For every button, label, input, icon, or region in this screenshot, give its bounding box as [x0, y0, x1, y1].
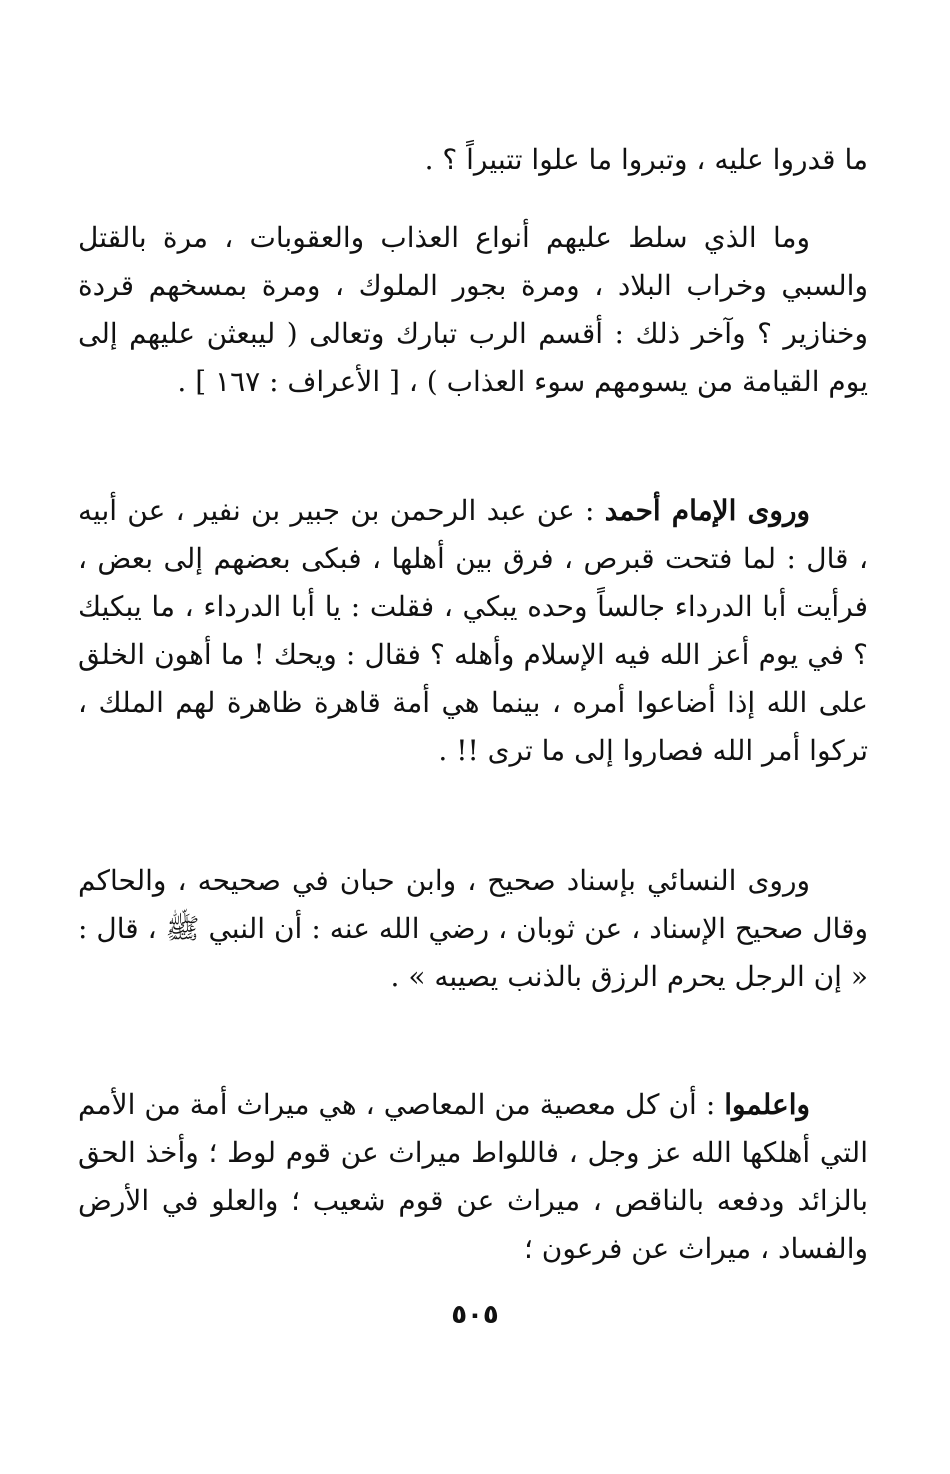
paragraph-punishments: [78, 214, 868, 406]
paragraph-lead: وروى الإمام أحمد: [604, 494, 810, 527]
paragraph-lead: واعلموا: [724, 1088, 810, 1121]
paragraph-nasai: [78, 857, 868, 1001]
paragraph-text: : عن عبد الرحمن بن جبير بن نفير ، عن أبيه ، قال : لما فتحت قبرص ، فرق بين أهلها ، فبكى بعضهم إلى بعض ، فرأيت أبا الدرداء جالساً وحده يبكي ، فقلت : يا أبا الدرداء ، ما يبكيك ؟ في يوم أعز الله فيه الإسلام وأهله ؟ فقال : ويحك ! ما أهون الخلق على الله إذا أضاعوا أمره ، بينما هي أمة قاهرة ظاهرة لهم الملك ، تركوا أمر الله فصاروا إلى ما ترى !! .: [78, 494, 868, 767]
paragraph-text: وما الذي سلط عليهم أنواع العذاب والعقوبات ، مرة بالقتل والسبي وخراب البلاد ، ومرة بجور الملوك ، ومرة بمسخهم قردة وخنازير ؟ وآخر ذلك : أقسم الرب تبارك وتعالى ( ليبعثن عليهم إلى يوم القيامة من يسومهم سوء العذاب ) ، [ الأعراف : ١٦٧ ] .: [78, 221, 868, 398]
paragraph-imam-ahmad: [78, 487, 868, 775]
paragraph-text: وروى النسائي بإسناد صحيح ، وابن حبان في صحيحه ، والحاكم وقال صحيح الإسناد ، عن ثوبان ، رضي الله عنه : أن النبي ﷺ ، قال : « إن الرجل يحرم الرزق بالذنب يصيبه » .: [78, 864, 868, 993]
paragraph-continuation: [78, 136, 868, 184]
page-number: ٥٠٥: [451, 1300, 499, 1330]
continuation-text: ما قدروا عليه ، وتبروا ما علوا تتبيراً ؟ .: [424, 143, 868, 176]
paragraph-text: : أن كل معصية من المعاصي ، هي ميراث أمة من الأمم التي أهلكها الله عز وجل ، فاللواط ميراث عن قوم لوط ؛ وأخذ الحق بالزائد ودفعه بالناقص ، ميراث عن قوم شعيب ؛ والعلو في الأرض والفساد ، ميراث عن فرعون ؛: [78, 1088, 868, 1265]
paragraph-know: [78, 1081, 868, 1273]
